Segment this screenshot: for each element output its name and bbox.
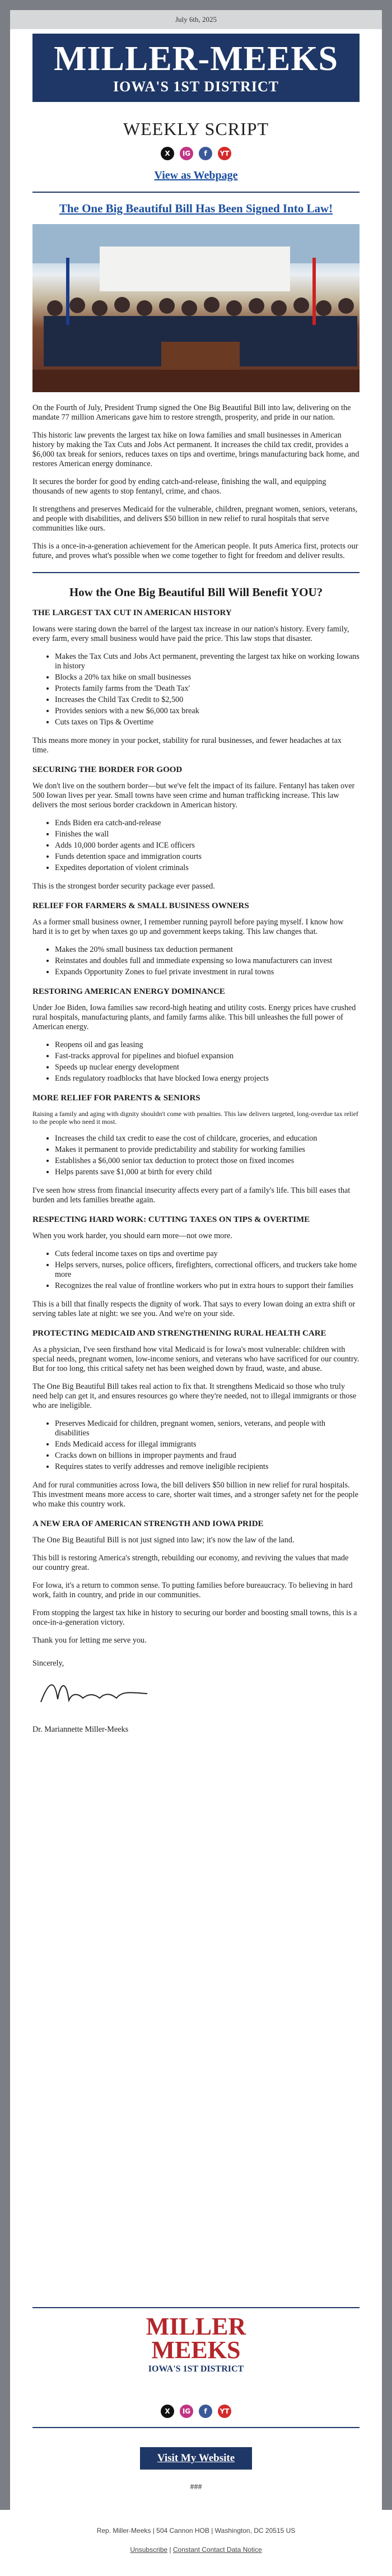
section-intro: We don't live on the southern border—but we've felt the impact of its failure. Fentanyl has taken over 500 Iowan lives per year. Small towns have seen crime and human trafficking increase. This law delivers the most serious border crackdown in American history.	[32, 782, 355, 810]
list-item: • Ends Biden era catch-and-release	[55, 819, 360, 828]
banner-name: MILLER-MEEKS	[53, 40, 339, 78]
list-item: • Blocks a 20% tax hike on small businesses	[55, 673, 360, 682]
list-item: • Makes it permanent to provide predictability and stability for working families	[55, 1145, 360, 1155]
intro-paragraph: This historic law prevents the largest tax hike on Iowa families and small businesses in American history by making the Tax Cuts and Jobs Act permanent. It increases the child tax credit, provides a $6,000 tax break for seniors, reduces taxes on tips and overtime, brings manufacturing back home, and restores American energy dominance.	[32, 431, 360, 468]
banner-district: IOWA'S 1ST DISTRICT	[113, 78, 279, 95]
section-title: PROTECTING MEDICAID AND STRENGTHENING RURAL HEALTH CARE	[32, 1329, 326, 1338]
section-intro: When you work harder, you should earn more—not owe more.	[32, 1231, 232, 1240]
list-item: • Preserves Medicaid for children, pregnant women, seniors, veterans, and people with disabilities	[55, 1419, 360, 1438]
closing-paragraph: The One Big Beautiful Bill is not just signed into law; it's now the law of the land.	[32, 1536, 295, 1545]
header-banner	[32, 34, 360, 102]
section-title: RESPECTING HARD WORK: CUTTING TAXES ON TIPS & OVERTIME	[32, 1215, 310, 1224]
privacy-link[interactable]: Constant Contact Data Notice	[172, 2546, 262, 2554]
list-item: • Fast-tracks approval for pipelines and biofuel expansion	[55, 1052, 360, 1061]
divider	[32, 2427, 360, 2428]
youtube-icon[interactable]: YT	[218, 147, 231, 160]
section-outro: This is a bill that finally respects the dignity of work. That says to every Iowan doing an extra shift or serving tables late at night: we see you. And we're on your side.	[32, 1300, 356, 1318]
list-item: • Requires states to verify addresses and remove ineligible recipients	[55, 1462, 360, 1472]
list-item: • Helps parents save $1,000 at birth for every child	[55, 1168, 360, 1177]
section-outro: This means more money in your pocket, stability for rural businesses, and fewer headaches at tax time.	[32, 736, 342, 755]
footer-logo-sub: IOWA'S 1ST DISTRICT	[148, 2364, 244, 2374]
section-list	[32, 819, 360, 873]
instagram-icon[interactable]: IG	[180, 147, 193, 160]
signature-image	[38, 1677, 360, 1710]
section-title: RELIEF FOR FARMERS & SMALL BUSINESS OWNERS	[32, 901, 249, 910]
signing-photo-illustration	[32, 224, 360, 392]
section-intro: Under Joe Biden, Iowa families saw record-high heating and utility costs. Energy prices have crushed rural hospitals, manufacturing plants, and family farms alike. This bill unleashes the full power of American energy.	[32, 1003, 356, 1031]
list-item: • Helps servers, nurses, police officers, firefighters, correctional officers, and truckers take home more	[55, 1261, 360, 1280]
list-item: • Increases the Child Tax Credit to $2,500	[55, 695, 360, 705]
list-item: • Expands Opportunity Zones to fuel private investment in rural towns	[55, 968, 360, 977]
intro-paragraph: It strengthens and preserves Medicaid for the vulnerable, children, pregnant women, seniors, veterans, and people with disabilities, and delivers $50 billion in new relief to rural hospitals that serve communities like ours.	[32, 505, 358, 533]
section-list	[32, 1134, 360, 1177]
section-intro: As a physician, I've seen firsthand how vital Medicaid is for Iowa's most vulnerable: children with special needs, pregnant women, low-income seniors, and veterans who have sacrificed for our country. But for too long, this critical safety net has been weighed down by fraud, waste, and abuse.	[32, 1345, 360, 1373]
intro-paragraph: It secures the border for good by ending catch-and-release, finishing the wall, and equipping thousands of new agents to stop fentanyl, crime, and chaos.	[32, 477, 326, 496]
divider	[32, 572, 360, 573]
list-item: • Establishes a $6,000 senior tax deduction to protect those on fixed incomes	[55, 1156, 360, 1166]
closing-paragraph: For Iowa, it's a return to common sense. To putting families before bureaucracy. To believing in hard work, faith in country, and pride in our communities.	[32, 1581, 353, 1599]
facebook-icon[interactable]: f	[199, 2405, 212, 2418]
list-item: • Increases the child tax credit to ease the cost of childcare, groceries, and education	[55, 1134, 360, 1143]
social-links	[0, 147, 392, 160]
list-item: • Cuts federal income taxes on tips and overtime pay	[55, 1249, 360, 1259]
newsletter-body	[32, 403, 360, 1743]
handwritten-signature	[38, 1677, 150, 1710]
headline-link[interactable]: The One Big Beautiful Bill Has Been Signed Into Law!	[59, 202, 333, 215]
list-item: • Reopens oil and gas leasing	[55, 1040, 360, 1050]
office-address: Rep. Miller-Meeks | 504 Cannon HOB | Washington, DC 20515 US	[96, 2527, 296, 2535]
list-item: • Reinstates and doubles full and immediate expensing so Iowa manufacturers can invest	[55, 956, 360, 966]
list-item: • Protects family farms from the 'Death Tax'	[55, 684, 360, 694]
list-item: • Expedites deportation of violent criminals	[55, 863, 360, 873]
section-title: RESTORING AMERICAN ENERGY DOMINANCE	[32, 987, 225, 996]
divider	[32, 192, 360, 193]
section-list	[32, 945, 360, 977]
unsubscribe-link[interactable]: Unsubscribe	[130, 2546, 168, 2554]
unsubscribe-row	[0, 2546, 392, 2554]
section-intro: As a former small business owner, I remember running payroll before paying myself. I know how hard it is to get by when taxes go up and government keeps taking. This law changes that.	[32, 918, 344, 936]
divider	[32, 2307, 360, 2308]
section-title: A NEW ERA OF AMERICAN STRENGTH AND IOWA PRIDE	[32, 1519, 264, 1528]
section-list	[32, 1419, 360, 1472]
sign-off: Sincerely,	[32, 1659, 64, 1668]
footer-logo-name: MILLER MEEKS	[146, 2313, 246, 2364]
section-intro: Raising a family and aging with dignity shouldn't come with penalties. This law delivers targeted, long-overdue tax relief to the people who need it most.	[32, 1110, 358, 1126]
dateline	[10, 10, 382, 29]
section-intro: Iowans were staring down the barrel of the largest tax increase in our nation's history. Every family, every farm, every small business would have paid the price. This law stops that disaster.	[32, 625, 349, 643]
separator: |	[169, 2546, 173, 2554]
x-icon[interactable]: X	[161, 2405, 174, 2418]
closing-paragraph: Thank you for letting me serve you.	[32, 1636, 147, 1645]
closing-paragraph: From stopping the largest tax hike in history to securing our border and boosting small towns, this is a once-in-a-generation victory.	[32, 1608, 357, 1627]
benefit-heading: How the One Big Beautiful Bill Will Benefit YOU?	[69, 585, 323, 599]
section-list	[32, 652, 360, 727]
section-title: SECURING THE BORDER FOR GOOD	[32, 765, 183, 774]
list-item: • Speeds up nuclear energy development	[55, 1063, 360, 1072]
list-item: • Recognizes the real value of frontline workers who put in extra hours to support their families	[55, 1281, 360, 1291]
list-item: • Makes the Tax Cuts and Jobs Act permanent, preventing the largest tax hike on working Iowans in history	[55, 652, 360, 671]
list-item: • Finishes the wall	[55, 830, 360, 839]
section-list	[32, 1249, 360, 1291]
list-item: • Cuts taxes on Tips & Overtime	[55, 718, 360, 727]
x-icon[interactable]: X	[161, 147, 174, 160]
visit-website-button[interactable]: Visit My Website	[140, 2447, 252, 2470]
list-item: • Ends regulatory roadblocks that have blocked Iowa energy projects	[55, 1074, 360, 1084]
list-item: • Adds 10,000 border agents and ICE officers	[55, 841, 360, 850]
view-as-webpage-link[interactable]: View as Webpage	[154, 169, 238, 182]
section-outro: This is the strongest border security package ever passed.	[32, 882, 215, 891]
intro-paragraph: This is a once-in-a-generation achievement for the American people. It puts America first, protects our future, and proves what's possible when we come together to fight for freedom and deliver results.	[32, 542, 358, 560]
section-outro: And for rural communities across Iowa, the bill delivers $50 billion in new relief for rural hospitals. This investment means more access to care, shorter wait times, and a stronger safety net for the people who make this country work.	[32, 1481, 358, 1509]
signing-photo	[32, 224, 360, 392]
section-title: THE LARGEST TAX CUT IN AMERICAN HISTORY	[32, 608, 232, 617]
newsletter-title: WEEKLY SCRIPT	[123, 119, 269, 139]
date-text: July 6th, 2025	[175, 15, 217, 24]
closing-paragraph: This bill is restoring America's strength, rebuilding our economy, and reviving the values that made our country great.	[32, 1554, 349, 1572]
footer-logo	[140, 2315, 252, 2377]
list-item: • Cracks down on billions in improper payments and fraud	[55, 1451, 360, 1461]
list-item: • Provides seniors with a new $6,000 tax break	[55, 706, 360, 716]
list-item: • Makes the 20% small business tax deduction permanent	[55, 945, 360, 955]
list-item: • Ends Medicaid access for illegal immigrants	[55, 1440, 360, 1449]
instagram-icon[interactable]: IG	[180, 2405, 193, 2418]
section-intro: The One Big Beautiful Bill takes real action to fix that. It strengthens Medicaid so those who truly need help can get it, and ensures resources go where they're needed, not to illegal immigrants or those who are ineligible.	[32, 1382, 357, 1410]
end-mark: ###	[190, 2483, 202, 2491]
footer-social-links	[0, 2405, 392, 2418]
footer-area	[0, 2510, 392, 2576]
section-title: MORE RELIEF FOR PARENTS & SENIORS	[32, 1094, 200, 1103]
section-outro: I've seen how stress from financial insecurity affects every part of a family's life. This bill eases that burden and lets families breathe again.	[32, 1186, 351, 1205]
signature-name: Dr. Mariannette Miller-Meeks	[32, 1725, 129, 1734]
list-item: • Funds detention space and immigration courts	[55, 852, 360, 862]
section-list	[32, 1040, 360, 1084]
youtube-icon[interactable]: YT	[218, 2405, 231, 2418]
facebook-icon[interactable]: f	[199, 147, 212, 160]
intro-paragraph: On the Fourth of July, President Trump signed the One Big Beautiful Bill into law, delivering on the mandate 77 million Americans gave him to restore strength, prosperity, and pride in our nation.	[32, 403, 351, 422]
